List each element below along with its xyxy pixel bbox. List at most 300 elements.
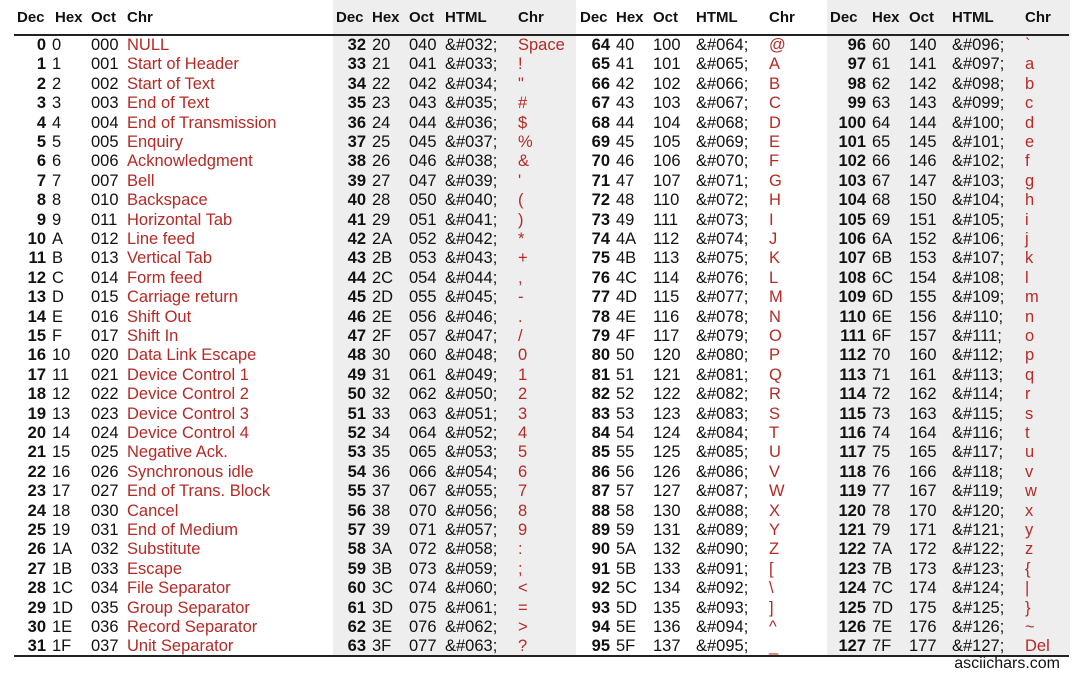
table-row: [0, 36, 1080, 55]
table-row: [0, 346, 1080, 365]
cell-dec: 49: [347, 365, 366, 384]
cell-oct: 164: [909, 424, 937, 442]
cell-dec: 37: [347, 133, 366, 151]
cell-html: &#064;: [696, 36, 749, 54]
cell-dec: 31: [27, 637, 46, 656]
cell-chr: R: [769, 385, 781, 404]
cell-html: &#093;: [696, 598, 749, 617]
cell-dec: 119: [839, 482, 866, 501]
cell-hex: 33: [372, 404, 391, 423]
table-row: [0, 599, 1080, 618]
cell-hex: 74: [872, 424, 891, 442]
cell-dec: 83: [591, 404, 610, 423]
cell-dec: 89: [591, 521, 610, 539]
cell-hex: 60: [872, 36, 891, 54]
cell-dec: 73: [591, 210, 610, 229]
cell-chr: Device Control 3: [127, 404, 249, 423]
cell-html: &#033;: [445, 55, 498, 74]
cell-html: &#042;: [445, 230, 498, 248]
cell-chr: ): [518, 210, 524, 229]
cell-html: &#052;: [445, 424, 498, 442]
cell-oct: 126: [653, 462, 681, 481]
cell-chr: +: [518, 249, 528, 268]
cell-hex: 7D: [872, 598, 894, 617]
cell-html: &#048;: [445, 346, 498, 365]
cell-dec: 48: [347, 346, 366, 365]
cell-hex: 64: [872, 113, 891, 132]
cell-hex: 21: [372, 55, 391, 74]
cell-oct: 000: [91, 36, 119, 54]
cell-chr: -: [518, 288, 524, 307]
cell-html: &#073;: [696, 210, 749, 229]
cell-oct: 020: [91, 346, 119, 365]
cell-dec: 69: [591, 133, 610, 151]
cell-oct: 057: [409, 327, 437, 345]
header-hex: Hex: [616, 9, 644, 26]
cell-chr: Space: [518, 36, 565, 54]
cell-dec: 98: [847, 74, 866, 93]
cell-chr: Data Link Escape: [127, 346, 257, 365]
cell-hex: 1D: [52, 598, 74, 617]
table-row: [0, 249, 1080, 268]
header-html: HTML: [952, 9, 994, 26]
cell-oct: 016: [91, 307, 119, 326]
cell-chr: W: [769, 482, 785, 501]
cell-dec: 23: [27, 482, 46, 501]
cell-dec: 125: [838, 598, 866, 617]
cell-dec: 43: [347, 249, 366, 268]
cell-html: &#053;: [445, 443, 498, 462]
header-html: HTML: [445, 9, 487, 26]
cell-oct: 023: [91, 404, 119, 423]
cell-html: &#050;: [445, 385, 498, 404]
cell-chr: s: [1025, 404, 1034, 423]
cell-hex: 32: [372, 385, 391, 404]
cell-oct: 105: [653, 133, 681, 151]
cell-html: &#056;: [445, 501, 498, 520]
cell-html: &#118;: [952, 462, 1004, 481]
cell-chr: Line feed: [127, 230, 195, 248]
cell-hex: A: [52, 230, 64, 248]
cell-hex: 5F: [616, 637, 636, 656]
cell-dec: 15: [27, 327, 46, 345]
cell-oct: 144: [909, 113, 937, 132]
cell-html: &#122;: [952, 540, 1005, 559]
cell-chr: M: [769, 288, 783, 307]
cell-dec: 82: [591, 385, 610, 404]
cell-dec: 70: [591, 152, 610, 171]
cell-hex: 17: [52, 482, 71, 501]
cell-oct: 060: [409, 346, 437, 365]
cell-hex: 5A: [616, 540, 637, 559]
cell-oct: 073: [409, 559, 437, 578]
cell-chr: Z: [769, 540, 780, 559]
cell-chr: O: [769, 327, 782, 345]
cell-chr: Vertical Tab: [127, 249, 212, 268]
cell-hex: D: [52, 288, 64, 307]
cell-chr: End of Text: [127, 94, 210, 113]
cell-chr: 8: [518, 501, 528, 520]
cell-hex: 5C: [616, 579, 638, 598]
cell-oct: 035: [91, 598, 119, 617]
cell-html: &#070;: [696, 152, 749, 171]
cell-chr: $: [518, 113, 528, 132]
cell-html: &#106;: [952, 230, 1005, 248]
cell-dec: 62: [347, 618, 366, 636]
cell-html: &#072;: [696, 191, 749, 210]
cell-hex: 30: [372, 346, 391, 365]
cell-chr: 9: [518, 521, 528, 539]
cell-oct: 024: [91, 424, 119, 442]
cell-dec: 44: [347, 268, 366, 287]
cell-hex: 38: [372, 501, 391, 520]
cell-dec: 120: [838, 501, 866, 520]
cell-hex: 58: [616, 501, 635, 520]
cell-dec: 110: [839, 307, 866, 326]
cell-dec: 39: [347, 171, 366, 190]
cell-dec: 42: [347, 230, 366, 248]
cell-html: &#125;: [952, 598, 1005, 617]
cell-hex: 10: [52, 346, 71, 365]
cell-html: &#061;: [445, 598, 498, 617]
cell-html: &#127;: [952, 637, 1005, 656]
cell-html: &#047;: [445, 327, 498, 345]
cell-oct: 147: [909, 171, 937, 190]
header-chr: Chr: [518, 9, 544, 26]
cell-chr: Q: [769, 365, 782, 384]
cell-chr: &: [518, 152, 530, 171]
cell-dec: 16: [27, 346, 46, 365]
cell-chr: T: [769, 424, 780, 442]
cell-dec: 80: [591, 346, 610, 365]
cell-dec: 5: [36, 133, 46, 151]
cell-chr: Device Control 2: [127, 385, 249, 404]
cell-html: &#112;: [952, 346, 1004, 365]
cell-html: &#103;: [952, 171, 1005, 190]
cell-oct: 027: [91, 482, 119, 501]
cell-hex: 37: [372, 482, 391, 501]
cell-hex: 3C: [372, 579, 394, 598]
cell-html: &#101;: [952, 133, 1005, 151]
cell-dec: 12: [27, 268, 46, 287]
table-row: [0, 327, 1080, 346]
cell-chr: End of Medium: [127, 521, 238, 539]
cell-hex: 1C: [52, 579, 74, 598]
cell-chr: Y: [769, 521, 781, 539]
cell-dec: 55: [347, 482, 366, 501]
cell-html: &#078;: [696, 307, 749, 326]
cell-oct: 155: [909, 288, 937, 307]
cell-hex: 79: [872, 521, 891, 539]
cell-hex: 0: [52, 36, 62, 54]
table-row: [0, 308, 1080, 327]
cell-chr: ": [518, 74, 524, 93]
cell-hex: 20: [372, 36, 391, 54]
cell-chr: q: [1025, 365, 1035, 384]
cell-oct: 172: [909, 540, 937, 559]
cell-hex: 62: [872, 74, 891, 93]
cell-oct: 123: [653, 404, 681, 423]
cell-dec: 112: [839, 346, 866, 365]
cell-oct: 112: [653, 230, 680, 248]
cell-html: &#069;: [696, 133, 749, 151]
cell-hex: 6C: [872, 268, 894, 287]
cell-hex: 4D: [616, 288, 638, 307]
table-row: [0, 424, 1080, 443]
table-row: [0, 211, 1080, 230]
cell-hex: 36: [372, 462, 391, 481]
cell-chr: H: [769, 191, 781, 210]
cell-html: &#105;: [952, 210, 1005, 229]
cell-chr: ?: [518, 637, 528, 656]
table-row: [0, 114, 1080, 133]
cell-oct: 043: [409, 94, 437, 113]
cell-hex: 7B: [872, 559, 893, 578]
cell-chr: v: [1025, 462, 1034, 481]
cell-oct: 063: [409, 404, 437, 423]
cell-dec: 11: [28, 249, 46, 268]
cell-dec: 10: [27, 230, 46, 248]
cell-dec: 78: [591, 307, 610, 326]
cell-oct: 140: [909, 36, 937, 54]
cell-html: &#104;: [952, 191, 1005, 210]
cell-hex: 78: [872, 501, 891, 520]
cell-oct: 066: [409, 462, 437, 481]
cell-hex: 51: [616, 365, 635, 384]
cell-oct: 151: [909, 210, 937, 229]
cell-oct: 054: [409, 268, 437, 287]
cell-oct: 170: [909, 501, 937, 520]
cell-chr: Del: [1025, 637, 1050, 656]
cell-oct: 052: [409, 230, 437, 248]
cell-oct: 154: [909, 268, 937, 287]
cell-oct: 114: [653, 268, 680, 287]
cell-html: &#067;: [696, 94, 749, 113]
cell-dec: 7: [36, 171, 46, 190]
cell-html: &#114;: [952, 385, 1004, 404]
cell-dec: 26: [27, 540, 46, 559]
cell-oct: 076: [409, 618, 437, 636]
cell-hex: 49: [616, 210, 635, 229]
cell-oct: 071: [409, 521, 437, 539]
cell-html: &#089;: [696, 521, 749, 539]
cell-chr: E: [769, 133, 781, 151]
cell-dec: 40: [347, 191, 366, 210]
cell-chr: \: [769, 579, 774, 598]
cell-dec: 52: [347, 424, 366, 442]
cell-html: &#075;: [696, 249, 749, 268]
cell-chr: 7: [518, 482, 528, 501]
cell-oct: 072: [409, 540, 437, 559]
cell-hex: 40: [616, 36, 635, 54]
cell-oct: 050: [409, 191, 437, 210]
cell-chr: Enquiry: [127, 133, 183, 151]
cell-hex: F: [52, 327, 63, 345]
cell-oct: 101: [653, 55, 681, 74]
cell-html: &#090;: [696, 540, 749, 559]
cell-hex: 2: [52, 74, 62, 93]
cell-hex: 4: [52, 113, 62, 132]
cell-hex: 61: [872, 55, 891, 74]
cell-html: &#096;: [952, 36, 1005, 54]
cell-oct: 175: [909, 598, 937, 617]
cell-dec: 47: [347, 327, 366, 345]
cell-html: &#041;: [445, 210, 498, 229]
cell-hex: 8: [52, 191, 62, 210]
cell-dec: 35: [347, 94, 366, 113]
cell-dec: 0: [36, 36, 46, 54]
cell-chr: A: [769, 55, 781, 74]
cell-oct: 111: [653, 210, 679, 229]
cell-chr: NULL: [127, 36, 170, 54]
cell-html: &#123;: [952, 559, 1005, 578]
cell-hex: 2F: [372, 327, 392, 345]
cell-chr: ~: [1025, 618, 1035, 636]
cell-hex: 52: [616, 385, 635, 404]
cell-chr: Horizontal Tab: [127, 210, 233, 229]
cell-oct: 045: [409, 133, 437, 151]
cell-hex: 46: [616, 152, 635, 171]
cell-chr: <: [518, 579, 528, 598]
cell-chr: 4: [518, 424, 528, 442]
cell-dec: 106: [838, 230, 866, 248]
cell-hex: 75: [872, 443, 891, 462]
cell-html: &#085;: [696, 443, 749, 462]
cell-html: &#097;: [952, 55, 1005, 74]
cell-dec: 108: [838, 268, 866, 287]
cell-oct: 134: [653, 579, 681, 598]
cell-hex: 3B: [372, 559, 393, 578]
cell-html: &#102;: [952, 152, 1005, 171]
cell-hex: 26: [372, 152, 391, 171]
table-row: [0, 385, 1080, 404]
cell-hex: 3E: [372, 618, 393, 636]
cell-oct: 001: [91, 55, 119, 74]
cell-oct: 037: [91, 637, 119, 656]
cell-hex: 66: [872, 152, 891, 171]
cell-oct: 044: [409, 113, 437, 132]
cell-dec: 34: [347, 74, 366, 93]
ascii-table: [0, 36, 1080, 655]
cell-oct: 177: [909, 637, 937, 656]
cell-hex: 6B: [872, 249, 893, 268]
cell-chr: z: [1025, 540, 1034, 559]
cell-chr: N: [769, 307, 781, 326]
cell-chr: 3: [518, 404, 528, 423]
cell-oct: 030: [91, 501, 119, 520]
cell-dec: 63: [347, 637, 366, 656]
cell-oct: 115: [653, 288, 680, 307]
cell-dec: 118: [839, 462, 866, 481]
cell-oct: 136: [653, 618, 681, 636]
cell-oct: 021: [91, 365, 119, 384]
cell-html: &#084;: [696, 424, 749, 442]
cell-dec: 85: [591, 443, 610, 462]
cell-chr: P: [769, 346, 781, 365]
cell-html: &#087;: [696, 482, 749, 501]
header-chr: Chr: [769, 9, 795, 26]
cell-chr: ': [518, 171, 522, 190]
cell-oct: 157: [909, 327, 937, 345]
cell-oct: 053: [409, 249, 437, 268]
cell-chr: Start of Text: [127, 74, 215, 93]
cell-dec: 1: [36, 55, 46, 74]
cell-chr: }: [1025, 598, 1031, 617]
cell-chr: *: [518, 230, 525, 248]
table-row: [0, 94, 1080, 113]
cell-html: &#113;: [952, 365, 1004, 384]
cell-chr: Shift Out: [127, 307, 192, 326]
cell-hex: 50: [616, 346, 635, 365]
cell-dec: 65: [591, 55, 610, 74]
cell-dec: 18: [27, 385, 46, 404]
cell-oct: 124: [653, 424, 681, 442]
header-dec: Dec: [336, 9, 364, 26]
cell-html: &#043;: [445, 249, 498, 268]
cell-oct: 150: [909, 191, 937, 210]
cell-dec: 56: [347, 501, 366, 520]
cell-html: &#054;: [445, 462, 498, 481]
cell-chr: 6: [518, 462, 528, 481]
cell-oct: 011: [91, 210, 118, 229]
header-dec: Dec: [580, 9, 608, 26]
cell-oct: 166: [909, 462, 937, 481]
cell-oct: 104: [653, 113, 681, 132]
cell-hex: 2D: [372, 288, 394, 307]
cell-chr: i: [1025, 210, 1029, 229]
cell-hex: 5D: [616, 598, 638, 617]
cell-dec: 100: [838, 113, 866, 132]
cell-dec: 53: [347, 443, 366, 462]
cell-chr: ;: [518, 559, 523, 578]
cell-html: &#098;: [952, 74, 1005, 93]
cell-oct: 014: [91, 268, 119, 287]
cell-oct: 102: [653, 74, 681, 93]
cell-dec: 104: [838, 191, 866, 210]
cell-html: &#071;: [696, 171, 749, 190]
cell-hex: 73: [872, 404, 891, 423]
cell-dec: 74: [591, 230, 610, 248]
cell-dec: 75: [591, 249, 610, 268]
cell-html: &#079;: [696, 327, 749, 345]
cell-hex: 7: [52, 171, 62, 190]
cell-oct: 075: [409, 598, 437, 617]
cell-hex: 6A: [872, 230, 893, 248]
cell-dec: 91: [591, 559, 610, 578]
cell-oct: 127: [653, 482, 681, 501]
cell-oct: 161: [909, 365, 937, 384]
cell-chr: J: [769, 230, 778, 248]
cell-hex: 9: [52, 210, 62, 229]
cell-dec: 99: [847, 94, 866, 113]
cell-hex: 16: [52, 462, 71, 481]
cell-chr: |: [1025, 579, 1030, 598]
cell-chr: Escape: [127, 559, 183, 578]
cell-dec: 4: [36, 113, 46, 132]
cell-html: &#116;: [952, 424, 1004, 442]
cell-dec: 77: [591, 288, 610, 307]
cell-hex: 76: [872, 462, 891, 481]
cell-hex: 11: [52, 365, 70, 384]
cell-dec: 46: [347, 307, 366, 326]
cell-chr: .: [518, 307, 523, 326]
cell-oct: 003: [91, 94, 119, 113]
cell-dec: 95: [591, 637, 610, 656]
table-row: [0, 502, 1080, 521]
cell-oct: 026: [91, 462, 119, 481]
cell-dec: 72: [591, 191, 610, 210]
table-row: [0, 443, 1080, 462]
